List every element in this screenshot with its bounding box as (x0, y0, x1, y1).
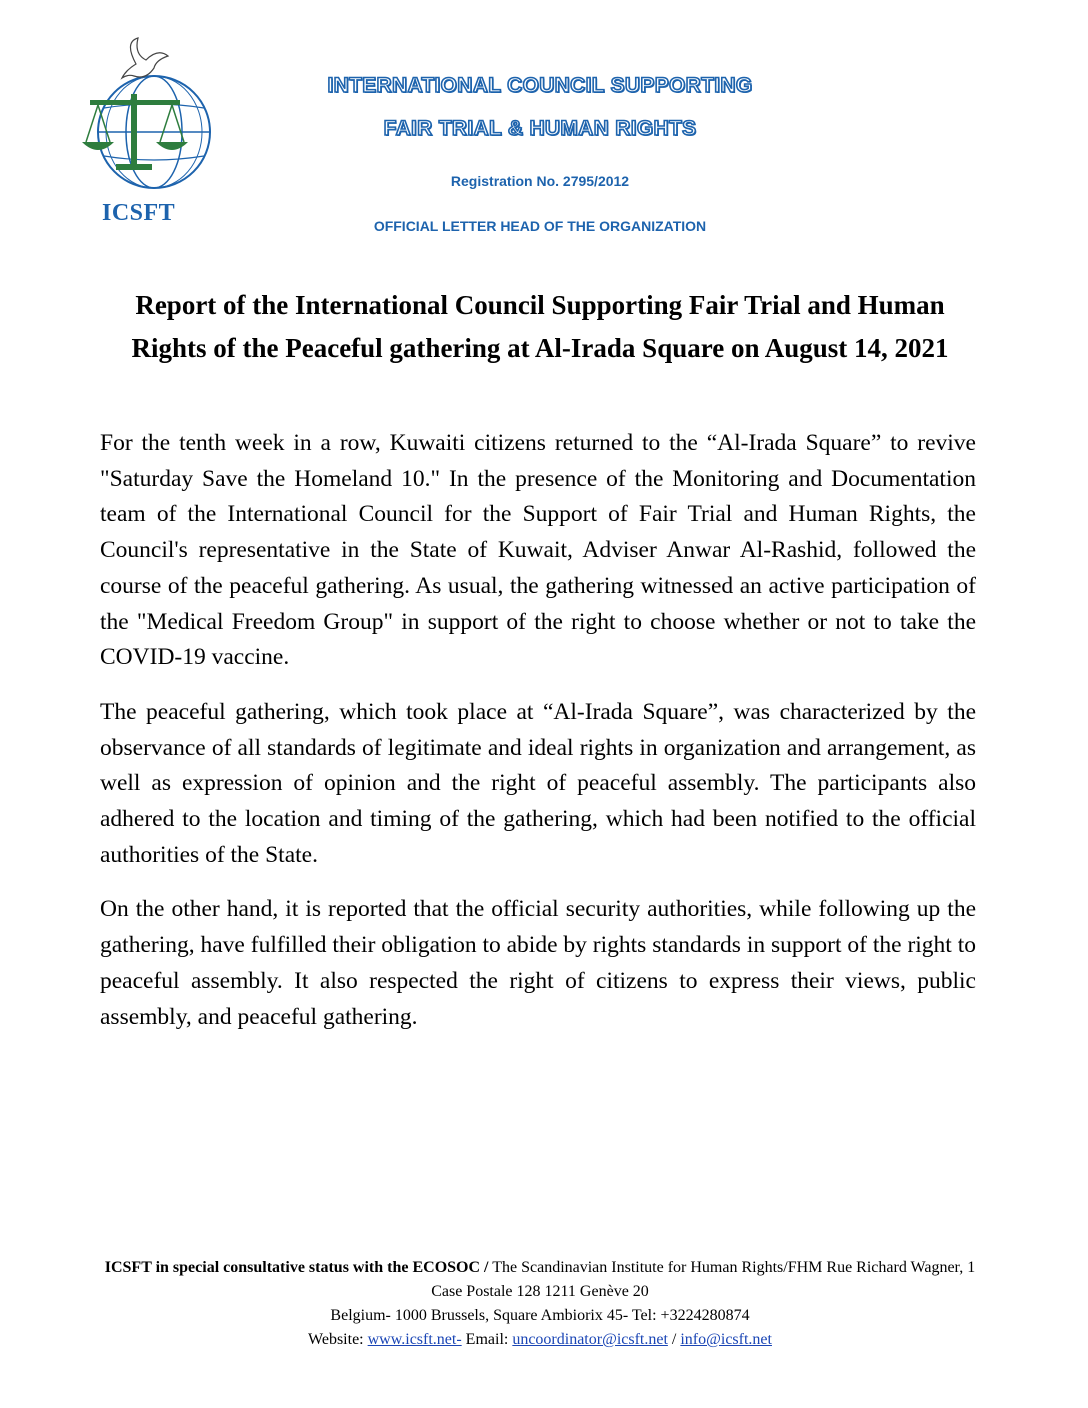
email-label: Email: (461, 1331, 513, 1348)
footer-address (100, 1256, 980, 1304)
logo-text: ICSFT (102, 200, 176, 226)
email-link-coordinator[interactable]: uncoordinator@icsft.net (512, 1331, 668, 1348)
page-footer (100, 1256, 980, 1352)
paragraph: The peaceful gathering, which took place at “Al-Irada Square”, was characterized by the observance of all standards of legitimate and ideal rights in organization and arrangement, as well as expression of opinion and the right of peaceful assembly. The participants also adhered to the location and timing of the gathering, which had been notified to the official authorities of the State. (100, 698, 976, 868)
address-line-1: The Scandinavian Institute for Human Rights/FHM Rue Richard Wagner, 1 Case Postale 128 1211 Genève 20 (431, 1259, 976, 1300)
address-line-2: Belgium- 1000 Brussels, Square Ambiorix 45- Tel: +3224280874 (330, 1307, 750, 1324)
website-link[interactable]: www.icsft.net- (367, 1331, 462, 1348)
paragraph: For the tenth week in a row, Kuwaiti citizens returned to the “Al-Irada Square” to revive "Saturday Save the Homeland 10." In the presence of the Monitoring and Documentation team of the International Council for the Support of Fair Trial and Human Rights, the Council's representative in the State of Kuwait, Adviser Anwar Al-Rashid, followed the course of the peaceful gathering. As usual, the gathering witnessed an active participation of the "Medical Freedom Group" in support of the right to choose whether or not to take the COVID-19 vaccine. (100, 430, 976, 671)
registration-number: Registration No. 2795/2012 (450, 173, 630, 189)
paragraph: On the other hand, it is reported that the official security authorities, while following up the gathering, have fulfilled their obligation to abide by rights standards in support of the right to peaceful assembly. It also respected the right of citizens to express their views, public assembly, and peaceful gathering. (100, 896, 976, 1030)
footer-contacts (100, 1328, 980, 1352)
report-title: Report of the International Council Supporting Fair Trial and Human Rights of the Peaceful gathering at Al-Irada Square on August 14, 2021 (131, 290, 949, 363)
website-label: Website: (308, 1331, 368, 1348)
email-link-info[interactable]: info@icsft.net (680, 1331, 772, 1348)
organization-logo (76, 34, 226, 234)
letterhead-caption: OFFICIAL LETTER HEAD OF THE ORGANIZATION (373, 218, 707, 234)
separator: / (667, 1331, 681, 1348)
report-body (100, 426, 976, 1054)
dove-scales-globe-icon (76, 34, 226, 194)
organization-name-line-1: INTERNATIONAL COUNCIL SUPPORTING (327, 74, 753, 97)
consultative-status: ICSFT in special consultative status with the ECOSOC / (104, 1259, 489, 1276)
organization-name-line-2: FAIR TRIAL & HUMAN RIGHTS (383, 117, 697, 140)
